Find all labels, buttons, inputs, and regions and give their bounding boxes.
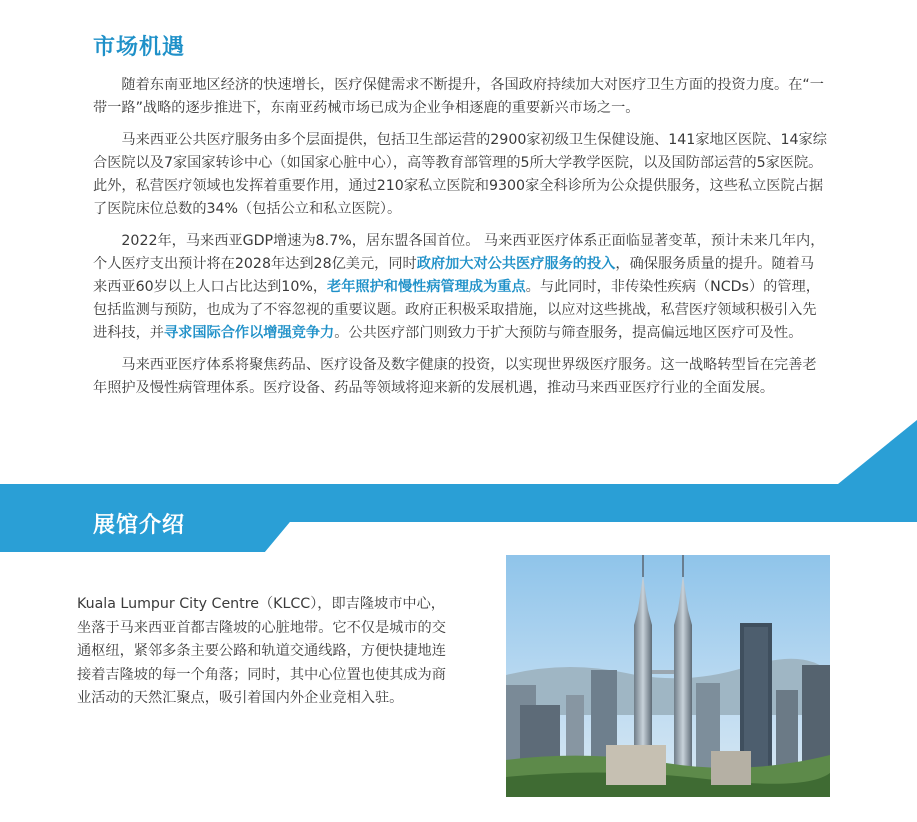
market-paragraph-3-text: 2022年，马来西亚GDP增速为8.7%，居东盟各国首位。 马来西亚医疗体系正面临显著变革，预计未来几年内，个人医疗支出预计将在2028年达到28亿美元，同时 bbox=[93, 233, 825, 272]
section-title-market: 市场机遇 bbox=[93, 35, 186, 60]
highlight-elderly-care: 老年照护和慢性病管理成为重点 bbox=[327, 279, 526, 295]
decorative-corner-shape bbox=[838, 420, 917, 484]
market-paragraph-3-text: 。与此同时，非传染性疾病（NCDs）的管理，包括监测与预防，也成为了不容忽视的重要议题。政府正积极采取措施，以应对这些挑战，私营医疗领域积极引入先进科技，并 bbox=[93, 279, 820, 341]
market-paragraph-3-text: ，确保服务质量的提升。随着马来西亚60岁以上人口占比达到10%， bbox=[93, 256, 815, 295]
klcc-skyline-photo bbox=[506, 555, 830, 797]
highlight-international-cooperation: 寻求国际合作以增强竞争力 bbox=[163, 325, 335, 341]
market-paragraph-2: 马来西亚公共医疗服务由多个层面提供，包括卫生部运营的2900家初级卫生保健设施、141家地区医院、14家综合医院以及7家国家转诊中心（如国家心脏中心），高等教育部管理的5所大学教学医院，以及国防部运营的5家医院。此外，私营医疗领域也发挥着重要作用，通过210家私立医院和9300家全科诊所为公众提供服务，这些私立医院占据了医院床位总数的34%（包括公立和私立医院）。 bbox=[93, 132, 827, 217]
market-body bbox=[93, 74, 828, 409]
market-paragraph-1: 随着东南亚地区经济的快速增长，医疗保健需求不断提升，各国政府持续加大对医疗卫生方面的投资力度。在“一带一路”战略的逐步推进下，东南亚药械市场已成为企业争相逐鹿的重要新兴市场之一。 bbox=[93, 77, 824, 116]
section-title-venue: 展馆介绍 bbox=[93, 513, 186, 538]
market-paragraph-4: 马来西亚医疗体系将聚焦药品、医疗设备及数字健康的投资，以实现世界级医疗服务。这一战略转型旨在完善老年照护及慢性病管理体系。医疗设备、药品等领域将迎来新的发展机遇，推动马来西亚医疗行业的全面发展。 bbox=[93, 357, 817, 396]
market-paragraph-3 bbox=[93, 230, 828, 345]
venue-description: Kuala Lumpur City Centre（KLCC），即吉隆坡市中心，坐落于马来西亚首都吉隆坡的心脏地带。它不仅是城市的交通枢纽，紧邻多条主要公路和轨道交通线路，方便快捷地连接着吉隆坡的每一个角落；同时，其中心位置也使其成为商业活动的天然汇聚点，吸引着国内外企业竞相入驻。 bbox=[77, 596, 446, 706]
highlight-government-investment: 政府加大对公共医疗服务的投入 bbox=[416, 256, 616, 272]
market-paragraph-3-text: 。公共医疗部门则致力于扩大预防与筛查服务，提高偏远地区医疗可及性。 bbox=[334, 325, 803, 341]
